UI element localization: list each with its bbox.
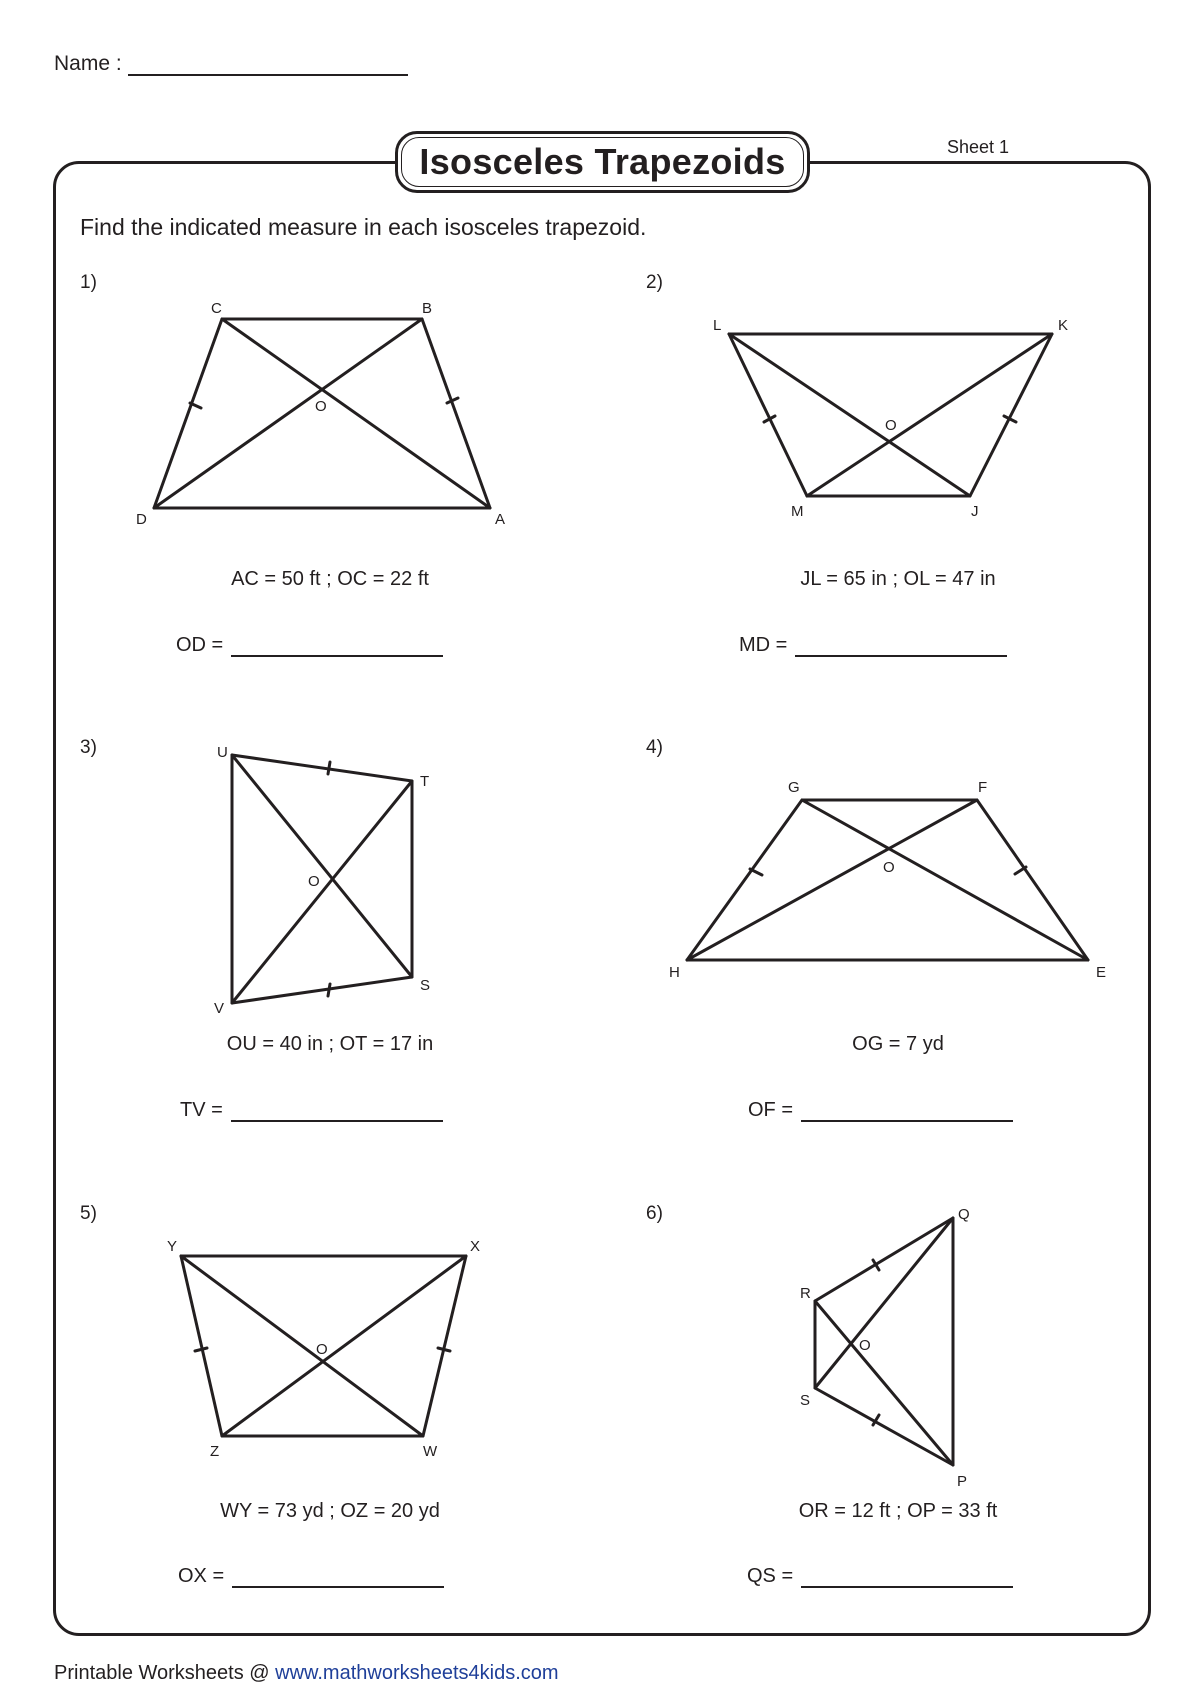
answer-blank-line[interactable] (232, 1566, 444, 1588)
trapezoid-4-diagonal-ge (802, 800, 1088, 960)
problem-4-answer[interactable] (748, 1099, 1013, 1122)
trapezoid-4-diagonal-fh (687, 800, 977, 960)
problem-4-answer-label: OF = (748, 1099, 794, 1121)
trapezoid-4-outline (687, 800, 1088, 960)
vertex-label: S (420, 977, 431, 994)
trapezoid-6 (800, 1206, 970, 1490)
trapezoid-3-diagonal-us (232, 755, 412, 977)
problem-2-answer-label: MD = (739, 634, 788, 656)
vertex-label: T (420, 773, 430, 790)
answer-blank-line[interactable] (231, 1100, 443, 1122)
trapezoid-3-tick-bottom (328, 984, 330, 996)
center-label: O (883, 859, 895, 876)
trapezoid-2 (713, 317, 1068, 520)
problem-3-answer-label: TV = (180, 1099, 223, 1121)
trapezoid-5-tick-left (195, 1348, 207, 1351)
problem-5-answer-label: OX = (178, 1565, 225, 1587)
trapezoid-3 (214, 744, 430, 1017)
vertex-label: C (211, 300, 222, 317)
vertex-label: L (713, 317, 722, 334)
vertex-label: V (214, 1000, 225, 1017)
problem-1-answer-label: OD = (176, 634, 224, 656)
trapezoid-2-diagonal-lj (729, 334, 970, 496)
trapezoid-2-diagonal-km (807, 334, 1052, 496)
problem-2-answer[interactable] (739, 634, 1007, 657)
vertex-label: Z (210, 1443, 220, 1460)
vertex-label: J (971, 503, 979, 520)
vertex-label: R (800, 1285, 811, 1302)
vertex-label: X (470, 1238, 481, 1255)
vertex-label: B (422, 300, 433, 317)
vertex-label: D (136, 511, 147, 528)
trapezoid-6-diagonal-rp (815, 1301, 953, 1465)
vertex-label: F (978, 779, 988, 796)
trapezoid-4 (669, 779, 1106, 981)
problem-2-given: JL = 65 in ; OL = 47 in (800, 568, 996, 590)
vertex-label: H (669, 964, 680, 981)
vertex-label: E (1096, 964, 1107, 981)
center-label: O (859, 1337, 871, 1354)
page-title: Isosceles Trapezoids (419, 141, 786, 182)
center-label: O (885, 417, 897, 434)
problem-5-given: WY = 73 yd ; OZ = 20 yd (220, 1500, 440, 1522)
problem-3-given: OU = 40 in ; OT = 17 in (226, 1033, 434, 1055)
footer-prefix: Printable Worksheets @ (54, 1662, 276, 1684)
problem-6-number: 6) (646, 1203, 663, 1224)
vertex-label: Y (167, 1238, 178, 1255)
problem-1-given: AC = 50 ft ; OC = 22 ft (231, 568, 429, 590)
trapezoid-1 (136, 300, 505, 528)
problem-3-answer[interactable] (180, 1099, 443, 1122)
center-label: O (315, 398, 327, 415)
trapezoid-5-tick-right (438, 1348, 450, 1351)
problem-4-given: OG = 7 yd (852, 1033, 944, 1055)
answer-blank-line[interactable] (231, 635, 443, 657)
trapezoid-3-diagonal-tv (232, 781, 412, 1003)
trapezoid-6-outline (815, 1218, 953, 1465)
problem-5-answer[interactable] (178, 1565, 444, 1588)
problem-5-number: 5) (80, 1203, 97, 1224)
answer-blank-line[interactable] (801, 1566, 1013, 1588)
footer (54, 1662, 559, 1685)
problem-1-answer[interactable] (176, 634, 443, 657)
vertex-label: G (788, 779, 800, 796)
vertex-label: P (957, 1473, 968, 1490)
problem-4-number: 4) (646, 737, 663, 758)
answer-blank-line[interactable] (801, 1100, 1013, 1122)
trapezoid-1-diagonal-bd (154, 319, 422, 508)
answer-blank-line[interactable] (795, 635, 1007, 657)
instruction-text: Find the indicated measure in each isosceles trapezoid. (80, 214, 647, 240)
problem-6-answer-label: QS = (747, 1565, 794, 1587)
trapezoid-6-diagonal-qs (815, 1218, 953, 1388)
trapezoid-1-diagonal-ca (222, 319, 490, 508)
vertex-label: K (1058, 317, 1069, 334)
vertex-label: W (423, 1443, 438, 1460)
vertex-label: Q (958, 1206, 970, 1223)
center-label: O (316, 1341, 328, 1358)
vertex-label: S (800, 1392, 811, 1409)
vertex-label: A (495, 511, 506, 528)
trapezoid-3-tick-top (328, 762, 330, 774)
problem-1-number: 1) (80, 272, 97, 293)
vertex-label: U (217, 744, 228, 761)
footer-link[interactable]: www.mathworksheets4kids.com (275, 1662, 559, 1684)
problem-6-answer[interactable] (747, 1565, 1013, 1588)
trapezoid-5 (167, 1238, 480, 1460)
vertex-label: M (791, 503, 804, 520)
sheet-label: Sheet 1 (947, 137, 1010, 157)
center-label: O (308, 873, 320, 890)
problem-6-given: OR = 12 ft ; OP = 33 ft (798, 1500, 998, 1522)
problem-2-number: 2) (646, 272, 663, 293)
problem-3-number: 3) (80, 737, 97, 758)
trapezoid-3-outline (232, 755, 412, 1003)
name-label: Name : (54, 52, 122, 75)
